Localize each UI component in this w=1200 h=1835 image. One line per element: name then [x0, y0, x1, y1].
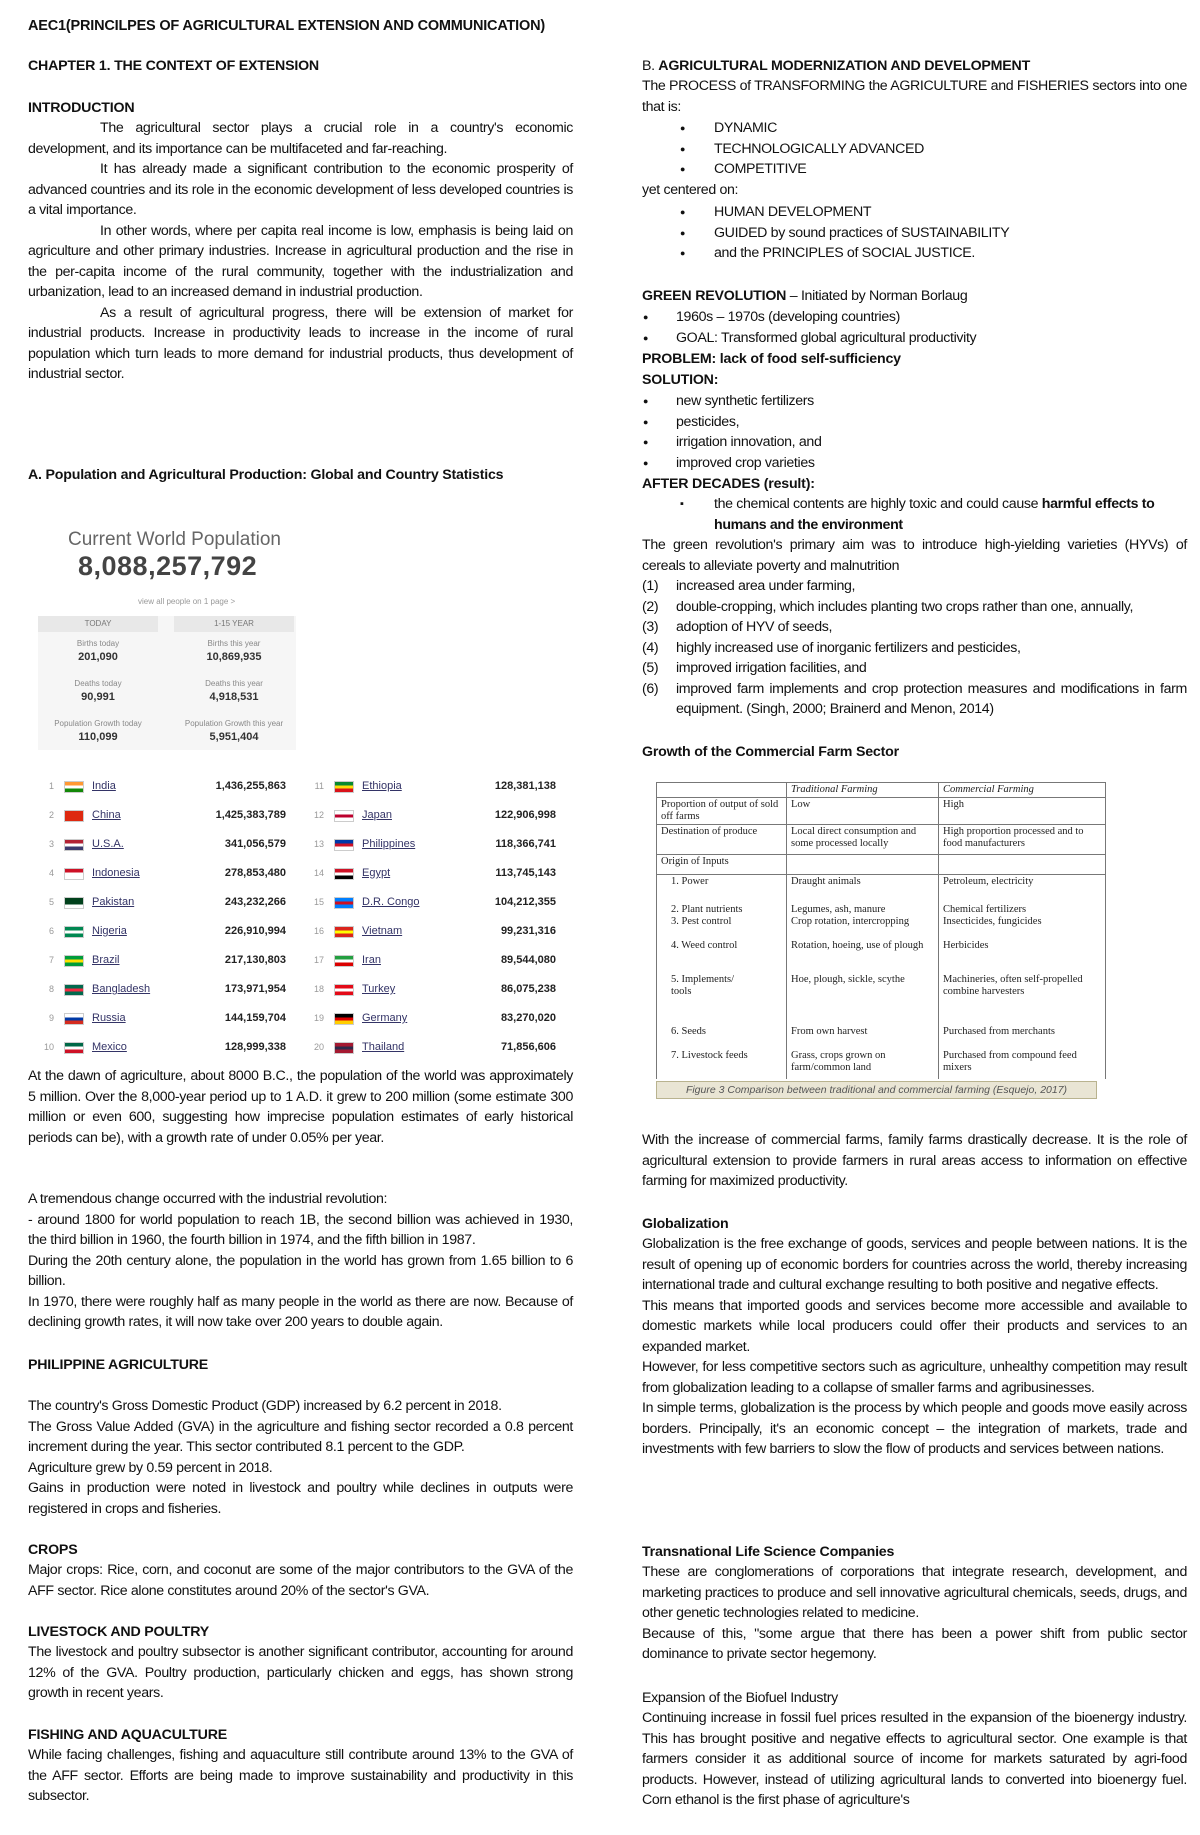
country-name-link[interactable]: Vietnam — [362, 925, 403, 937]
table-cell: Petroleum, electricity — [939, 875, 1106, 903]
item-text: improved irrigation facilities, and — [676, 660, 867, 676]
stat-label: Deaths this year — [205, 679, 263, 688]
country-population: 89,544,080 — [500, 954, 556, 966]
country-row — [38, 917, 293, 945]
country-flag-icon — [334, 1013, 354, 1025]
problem-text: PROBLEM: lack of food self-sufficiency — [642, 351, 901, 367]
country-row — [38, 830, 293, 858]
globalization-paragraph-1: Globalization is the free exchange of goods, services and people between nations. It is the result of opening up of economic borders for countries across the world, thereby increasing international trade and cultural exchange resulting to both positive and negative effects. — [642, 1236, 1187, 1293]
table-cell: Legumes, ash, manure Crop rotation, intercropping — [787, 903, 939, 939]
country-rank: 16 — [313, 926, 324, 936]
table-header-row — [657, 783, 1106, 798]
country-rank: 1 — [48, 781, 54, 791]
change-paragraph-3: During the 20th century alone, the population in the world has grown from 1.65 billion to 6 billion. — [28, 1252, 573, 1289]
item-number: (4) — [642, 639, 659, 656]
table-cell: Chemical fertilizers Insecticides, fungicides — [939, 903, 1106, 939]
list-item — [642, 576, 1187, 597]
crops-paragraph: Major crops: Rice, corn, and coconut are some of the major contributors to the GVA of the AFF sector. Rice alone constitutes around 20% of the sector's GVA. — [28, 1562, 573, 1599]
livestock-paragraph: The livestock and poultry subsector is another significant contributor, accounting for around 12% of the GVA. Poultry production, particularly chicken and eggs, has shown strong growth in recent years. — [28, 1644, 573, 1701]
population-total: 8,088,257,792 — [78, 551, 258, 581]
table-cell: Proportion of output of sold off farms — [657, 798, 787, 825]
livestock-heading: LIVESTOCK AND POULTRY — [28, 1624, 210, 1640]
country-population: 217,130,803 — [224, 954, 286, 966]
stat-value: 90,991 — [81, 691, 115, 703]
country-population: 71,856,606 — [500, 1041, 556, 1053]
b-list-qualities — [642, 118, 1187, 180]
table-cell: High — [939, 798, 1106, 825]
document-title: AEC1(PRINCILPES OF AGRICULTURAL EXTENSION AND COMMUNICATION) — [28, 18, 545, 34]
table-row — [657, 1049, 1106, 1079]
country-row — [38, 801, 293, 829]
after-decades-list — [642, 494, 1187, 535]
country-row — [38, 772, 293, 800]
country-name-link[interactable]: Mexico — [92, 1041, 127, 1053]
country-population: 173,971,954 — [224, 983, 286, 995]
farming-comparison-table — [656, 782, 1106, 1079]
fishing-heading: FISHING AND AQUACULTURE — [28, 1727, 228, 1743]
item-number: (3) — [642, 619, 659, 635]
b-list-centered — [642, 202, 1187, 264]
table-header-cell: Traditional Farming — [787, 783, 939, 798]
population-caption: Current World Population — [68, 529, 281, 550]
list-item: ● irrigation innovation, and — [642, 432, 1187, 453]
country-population: 122,906,998 — [494, 809, 556, 821]
stat-label: Deaths today — [74, 679, 122, 688]
country-name-link[interactable]: Russia — [92, 1012, 126, 1024]
country-population: 128,999,338 — [224, 1041, 286, 1053]
country-name-link[interactable]: D.R. Congo — [362, 896, 420, 908]
list-item: ● TECHNOLOGICALLY ADVANCED — [642, 139, 1187, 160]
table-cell: Hoe, plough, sickle, scythe — [787, 973, 939, 1025]
country-name-link[interactable]: Germany — [362, 1012, 408, 1024]
list-item — [642, 638, 1187, 659]
country-population: 128,381,138 — [494, 780, 556, 792]
country-flag-icon — [334, 926, 354, 938]
country-rank: 3 — [48, 839, 54, 849]
today-header: TODAY — [38, 616, 158, 632]
country-flag-icon — [334, 781, 354, 793]
country-rank: 12 — [313, 810, 324, 820]
country-population: 341,056,579 — [224, 838, 286, 850]
country-flag-icon — [334, 897, 354, 909]
ph-paragraph-2: The Gross Value Added (GVA) in the agriculture and fishing sector recorded a 0.8 percent increment during the year. This sector contributed 8.1 percent to the GDP. — [28, 1418, 573, 1455]
stat-value: 110,099 — [78, 731, 118, 743]
country-name-link[interactable]: China — [92, 809, 121, 821]
list-item — [642, 679, 1187, 720]
country-name-link[interactable]: Ethiopia — [362, 780, 402, 792]
country-name-link[interactable]: India — [92, 780, 116, 792]
country-row — [308, 1004, 563, 1032]
country-population: 83,270,020 — [500, 1012, 556, 1024]
stat-label: Population Growth this year — [184, 719, 284, 728]
stat-deaths-today — [38, 678, 158, 704]
table-row — [657, 798, 1106, 825]
country-flag-icon — [334, 839, 354, 851]
country-name-link[interactable]: Bangladesh — [92, 983, 151, 995]
stat-label: Births this year — [207, 639, 261, 648]
country-rank: 18 — [313, 984, 324, 994]
list-item: ● new synthetic fertilizers — [642, 391, 1187, 412]
country-population: 86,075,238 — [500, 983, 556, 995]
after-decades-heading: AFTER DECADES (result): — [642, 476, 815, 492]
country-rank: 5 — [48, 897, 54, 907]
table-row — [657, 939, 1106, 973]
list-item: ● and the PRINCIPLES of SOCIAL JUSTICE. — [642, 243, 1187, 264]
centered-on-text: yet centered on: — [642, 182, 739, 198]
year-header: 1-15 YEAR — [174, 616, 294, 632]
item-text: improved farm implements and crop protection measures and modifications in farm equipment. (Singh, 2000; Brainerd and Menon, 2014) — [676, 680, 1187, 717]
ph-paragraph-4: Gains in production were noted in livestock and poultry while declines in outputs were registered in crops and fisheries. — [28, 1480, 573, 1517]
section-a-heading: A. Population and Agricultural Production: Global and Country Statistics — [28, 467, 504, 483]
country-row — [308, 801, 563, 829]
intro-heading: INTRODUCTION — [28, 100, 135, 116]
after-item-bold: harmful effects to humans and the environment — [714, 496, 1155, 533]
view-all-link[interactable]: view all people on 1 page > — [138, 597, 236, 606]
country-row — [308, 917, 563, 945]
country-name-link[interactable]: Brazil — [92, 954, 120, 966]
country-rank: 9 — [48, 1013, 54, 1023]
country-flag-icon — [64, 868, 84, 880]
country-flag-icon — [64, 810, 84, 822]
section-b-heading — [642, 56, 1187, 77]
country-flag-icon — [64, 839, 84, 851]
section-b-paragraph: The PROCESS of TRANSFORMING the AGRICULTURE and FISHERIES sectors into one that is: — [642, 78, 1187, 115]
country-name-link[interactable]: Turkey — [362, 983, 396, 995]
green-revolution-aims — [642, 576, 1187, 720]
world-population-widget — [28, 529, 556, 1055]
country-flag-icon — [334, 984, 354, 996]
list-item: ● DYNAMIC — [642, 118, 1187, 139]
ph-agriculture-heading: PHILIPPINE AGRICULTURE — [28, 1357, 209, 1373]
tlsc-heading: Transnational Life Science Companies — [642, 1544, 895, 1560]
table-cell — [787, 855, 939, 875]
table-cell: Origin of Inputs — [657, 855, 787, 875]
country-row — [308, 946, 563, 974]
stat-value: 5,951,404 — [209, 731, 259, 743]
country-population: 144,159,704 — [224, 1012, 286, 1024]
ph-paragraph-3: Agriculture grew by 0.59 percent in 2018. — [28, 1459, 273, 1476]
country-flag-icon — [334, 810, 354, 822]
table-row — [657, 825, 1106, 855]
table-cell: Low — [787, 798, 939, 825]
intro-paragraph-4: As a result of agricultural progress, there will be extension of market for industrial products. Increase in productivity leads to increase in the income of rural population which turn leads to more demand for industrial products, thus development of industrial sector. — [28, 304, 573, 382]
country-rank: 8 — [48, 984, 54, 994]
country-rank: 15 — [313, 897, 324, 907]
globalization-paragraph-2: This means that imported goods and services become more accessible and available to domestic markets while local producers could offer their products and services to an expanded market. — [642, 1297, 1187, 1355]
table-cell: Draught animals — [787, 875, 939, 903]
country-population: 118,366,741 — [495, 838, 556, 850]
country-population: 1,425,383,789 — [215, 809, 286, 821]
green-revolution-heading — [642, 286, 1187, 307]
globalization-heading: Globalization — [642, 1216, 729, 1232]
country-flag-icon — [64, 1042, 84, 1054]
globalization-paragraph-3: However, for less competitive sectors such as agriculture, unhealthy competition may result from globalization leading to a collapse of smaller farms and agribusinesses. — [642, 1359, 1187, 1396]
country-name-link[interactable]: Iran — [362, 954, 381, 966]
tlsc-section — [642, 1562, 1187, 1665]
country-name-link[interactable]: Indonesia — [92, 867, 140, 879]
green-revolution-subtitle: – Initiated by Norman Borlaug — [786, 288, 968, 304]
stat-label: Births today — [76, 639, 120, 648]
country-rank: 17 — [313, 955, 324, 965]
table-row — [657, 973, 1106, 1025]
list-item — [642, 494, 1187, 535]
country-name-link[interactable]: Japan — [362, 809, 392, 821]
table-header-cell: Commercial Farming — [939, 783, 1106, 798]
country-population: 278,853,480 — [224, 867, 286, 879]
country-rank: 13 — [313, 839, 324, 849]
table-cell: 4. Weed control — [657, 939, 787, 973]
country-rank: 10 — [43, 1042, 54, 1052]
country-population: 226,910,994 — [224, 925, 286, 937]
country-row — [38, 975, 293, 1003]
comparison-figure — [656, 782, 1106, 1099]
country-name-link[interactable]: Pakistan — [92, 896, 135, 908]
country-population: 243,232,266 — [224, 896, 286, 908]
item-number: (2) — [642, 598, 659, 615]
solution-list — [642, 391, 1187, 473]
green-revolution-list — [642, 307, 1187, 348]
intro-paragraph-3: In other words, where per capita real income is low, emphasis is being laid on agriculture and other primary industries. Increase in agricultural production and the rise in the per-capita income of the rural community, together with the industrialization and urbanization, lead to an increased demand in industrial production. — [28, 222, 573, 300]
table-cell: 6. Seeds — [657, 1025, 787, 1049]
country-rank: 2 — [48, 810, 54, 820]
after-item-text: the chemical contents are highly toxic and could cause — [714, 496, 1042, 512]
list-item — [642, 597, 1187, 618]
item-text: adoption of HYV of seeds, — [676, 619, 833, 635]
country-flag-icon — [334, 868, 354, 880]
chapter-heading: CHAPTER 1. THE CONTEXT OF EXTENSION — [28, 58, 319, 74]
table-cell: Rotation, hoeing, use of plough — [787, 939, 939, 973]
stat-value: 10,869,935 — [206, 651, 262, 663]
figure-caption: Figure 3 Comparison between traditional and commercial farming (Esquejo, 2017) — [656, 1081, 1097, 1099]
intro-paragraph-1: The agricultural sector plays a crucial role in a country's economic development, and its importance can be multifaceted and far-reaching. — [28, 120, 573, 157]
country-row — [308, 975, 563, 1003]
change-paragraph-4: In 1970, there were roughly half as many people in the world as there are now. Because of declining growth rates, it will now take over 200 years to double again. — [28, 1293, 573, 1330]
country-row — [38, 1033, 293, 1061]
country-population: 1,436,255,863 — [215, 780, 286, 792]
list-item: ● GUIDED by sound practices of SUSTAINABILITY — [642, 223, 1187, 244]
section-b-prefix: B. — [642, 58, 659, 74]
country-name-link[interactable]: Thailand — [362, 1041, 405, 1053]
item-number: (6) — [642, 680, 659, 697]
country-row — [308, 830, 563, 858]
table-cell: 5. Implements/ tools — [657, 973, 787, 1025]
green-revolution-paragraph: The green revolution's primary aim was to introduce high-yielding varieties (HYVs) of cereals to alleviate poverty and malnutrition — [642, 537, 1187, 574]
table-cell — [939, 855, 1106, 875]
country-row — [308, 772, 563, 800]
commercial-paragraph: With the increase of commercial farms, family farms drastically decrease. It is the role of agricultural extension to provide farmers in rural areas access to information on effective farming for maximized productivity. — [642, 1132, 1187, 1189]
country-flag-icon — [64, 1013, 84, 1025]
table-cell: 1. Power — [657, 875, 787, 903]
item-text: increased area under farming, — [676, 578, 856, 594]
item-number: (5) — [642, 660, 659, 676]
country-row — [308, 1033, 563, 1061]
table-cell: Machineries, often self-propelled combine harvesters — [939, 973, 1106, 1025]
stat-births-year — [174, 638, 294, 664]
item-text: double-cropping, which includes planting two crops rather than one, annually, — [676, 598, 1134, 615]
country-row — [38, 859, 293, 887]
country-flag-icon — [64, 926, 84, 938]
country-rank: 11 — [314, 781, 324, 791]
intro-paragraph-2: It has already made a significant contribution to the economic prosperity of advanced countries and its role in the economic development of less developed countries is a vital importance. — [28, 161, 573, 218]
stat-growth-today — [38, 718, 158, 744]
country-name-link[interactable]: U.S.A. — [92, 838, 124, 850]
country-name-link[interactable]: Philippines — [362, 838, 416, 850]
stat-growth-year — [174, 718, 294, 744]
list-item — [642, 658, 1187, 679]
fishing-paragraph: While facing challenges, fishing and aquaculture still contribute around 13% to the GVA of the AFF sector. Efforts are being made to improve sustainability and productivity in this subsector. — [28, 1747, 573, 1804]
section-b-title: AGRICULTURAL MODERNIZATION AND DEVELOPMENT — [658, 58, 1031, 74]
table-row — [657, 1025, 1106, 1049]
table-row — [657, 903, 1106, 939]
table-cell: Purchased from compound feed mixers — [939, 1049, 1106, 1079]
country-flag-icon — [334, 955, 354, 967]
biofuel-paragraph: Continuing increase in fossil fuel prices resulted in the expansion of the bioenergy industry. This has brought positive and negative effects to agricultural sector. One example is that farmers consider it as additional source of income for markets saturated by agri-food products. However, instead of utilizing agricultural lands to converted into bioenergy fuel. Corn ethanol is the first phase of agriculture's — [642, 1710, 1187, 1808]
country-name-link[interactable]: Nigeria — [92, 925, 127, 937]
list-item: ● GOAL: Transformed global agricultural productivity — [642, 328, 1187, 349]
country-rank: 6 — [48, 926, 54, 936]
solution-heading: SOLUTION: — [642, 372, 719, 388]
country-population: 99,231,316 — [500, 925, 556, 937]
country-rank: 19 — [313, 1013, 324, 1023]
ph-agriculture-section — [28, 1396, 573, 1519]
country-flag-icon — [64, 781, 84, 793]
table-cell: From own harvest — [787, 1025, 939, 1049]
country-rank: 20 — [313, 1042, 324, 1052]
globalization-section — [642, 1234, 1187, 1460]
country-rank: 4 — [48, 868, 54, 878]
change-paragraph-1: A tremendous change occurred with the industrial revolution: — [28, 1191, 388, 1207]
table-cell: Grass, crops grown on farm/common land — [787, 1049, 939, 1079]
tlsc-paragraph-1: These are conglomerations of corporations that integrate research, development, and marketing practices to produce and sell innovative agricultural chemicals, seeds, drugs, and other genetic technologies related to medicine. — [642, 1564, 1187, 1621]
list-item: ● 1960s – 1970s (developing countries) — [642, 307, 1187, 328]
stat-deaths-year — [174, 678, 294, 704]
list-item: ● HUMAN DEVELOPMENT — [642, 202, 1187, 223]
table-cell: High proportion processed and to food manufacturers — [939, 825, 1106, 855]
list-item: ● pesticides, — [642, 412, 1187, 433]
stat-label: Population Growth today — [54, 719, 142, 728]
tlsc-paragraph-2: Because of this, "some argue that there has been a power shift from public sector dominance to private sector hegemony. — [642, 1625, 1187, 1662]
list-item: ● improved crop varieties — [642, 453, 1187, 474]
country-row — [38, 888, 293, 916]
stat-value: 4,918,531 — [209, 691, 259, 703]
population-stats-panel — [38, 616, 296, 750]
country-row — [308, 888, 563, 916]
table-cell: Destination of produce — [657, 825, 787, 855]
item-text: highly increased use of inorganic fertilizers and pesticides, — [676, 639, 1021, 656]
table-cell: 2. Plant nutrients 3. Pest control — [657, 903, 787, 939]
country-name-link[interactable]: Egypt — [362, 867, 391, 879]
growth-commercial-heading: Growth of the Commercial Farm Sector — [642, 744, 899, 760]
country-flag-icon — [334, 1042, 354, 1054]
dawn-paragraph: At the dawn of agriculture, about 8000 B.C., the population of the world was approximately 5 million. Over the 8,000-year period up to 1 A.D. it grew to 200 million (some estimate 300 million or even 600, suggesting how imprecise population estimates of early historical periods can be), with a growth rate of under 0.05% per year. — [28, 1068, 573, 1146]
country-population: 113,745,143 — [495, 867, 556, 879]
country-flag-icon — [64, 897, 84, 909]
country-rank: 7 — [48, 955, 54, 965]
crops-heading: CROPS — [28, 1542, 78, 1558]
change-paragraph-2: - around 1800 for world population to reach 1B, the second billion was achieved in 1930, the third billion in 1960, the fourth billion in 1974, and the fifth billion in 1987. — [28, 1211, 573, 1248]
table-cell: Local direct consumption and some processed locally — [787, 825, 939, 855]
intro-section — [28, 118, 573, 385]
country-population: 104,212,355 — [494, 896, 556, 908]
table-cell: 7. Livestock feeds — [657, 1049, 787, 1079]
country-row — [38, 1004, 293, 1032]
stat-births-today — [38, 638, 158, 664]
table-row — [657, 855, 1106, 875]
table-cell: Herbicides — [939, 939, 1106, 973]
industrial-revolution-section — [28, 1189, 573, 1333]
list-item — [642, 617, 1187, 638]
country-rank: 14 — [313, 868, 324, 878]
country-flag-icon — [64, 955, 84, 967]
biofuel-heading: Expansion of the Biofuel Industry — [642, 1690, 838, 1706]
globalization-paragraph-4: In simple terms, globalization is the process by which people and goods move easily across borders. Principally, it's an economic concept – the integration of markets, trade and investments with few barriers to slow the flow of products and services between nations. — [642, 1400, 1187, 1457]
green-revolution-title: GREEN REVOLUTION — [642, 288, 787, 304]
list-item: ● COMPETITIVE — [642, 159, 1187, 180]
country-row — [308, 859, 563, 887]
item-number: (1) — [642, 578, 659, 594]
country-row — [38, 946, 293, 974]
stat-value: 201,090 — [78, 651, 118, 663]
country-flag-icon — [64, 984, 84, 996]
table-cell: Purchased from merchants — [939, 1025, 1106, 1049]
ph-paragraph-1: The country's Gross Domestic Product (GDP) increased by 6.2 percent in 2018. — [28, 1398, 502, 1414]
table-header-cell — [657, 783, 787, 798]
table-row — [657, 875, 1106, 903]
